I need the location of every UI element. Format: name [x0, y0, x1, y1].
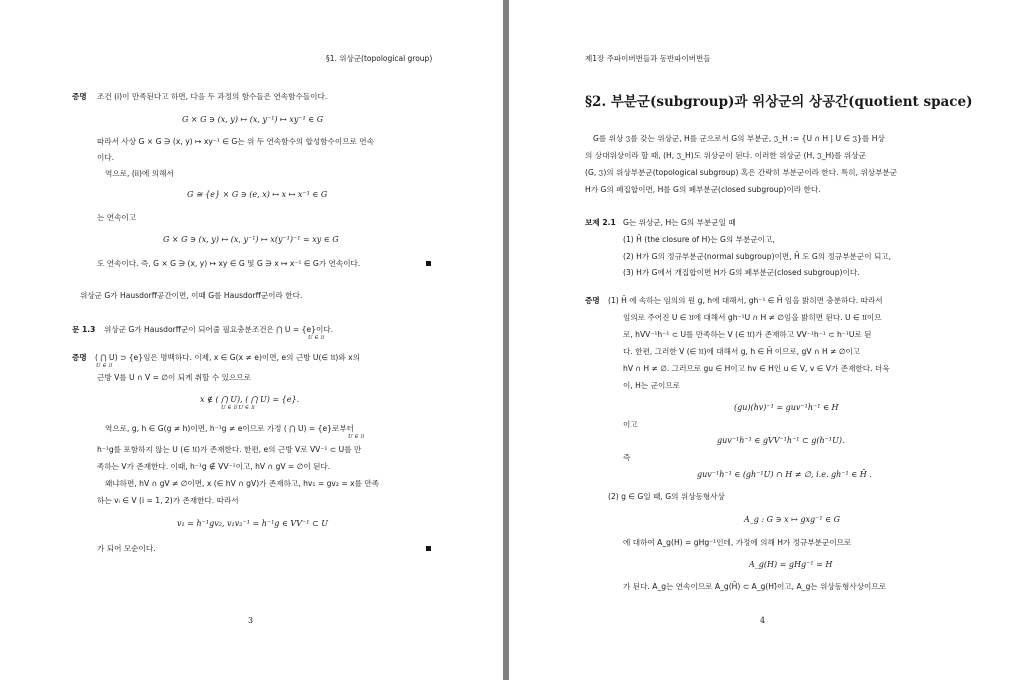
text-line: 도 연속이다. 즉, G × G ∋ (x, y) ↦ xy ∈ G 및 G ∋ x ↦ x⁻¹ ∈ G가 연속이다.: [97, 259, 361, 268]
running-header: 제1장 주파이버번들과 동반파이버번들: [585, 54, 711, 63]
text-line: 임의로 주어진 U ∈ 𝔘에 대해서 gh⁻¹U ∩ H ≠ ∅임을 밝히면 된다. U ∈ 𝔘이므: [623, 313, 882, 322]
proof-label: 증명: [72, 92, 87, 101]
text-line: h⁻¹g를 포함하지 않는 U (∈ 𝔘)가 존재한다. 한편, e의 근방 V로 VV⁻¹ ⊂ U를 만: [97, 445, 362, 454]
text-line: 는 연속이고: [97, 213, 137, 222]
text-line: ( ⋂ U) ⊃ {e}임은 명백하다. 이제, x ∈ G(x ≠ e)이면, e의 근방 U(∈ 𝔘)와 x의: [95, 353, 360, 362]
page-number: 3: [248, 616, 254, 625]
right-page: [509, 0, 1015, 680]
equation: guv⁻¹h⁻¹ ∈ (gh⁻¹U) ∩ H ≠ ∅, i.e. gh⁻¹ ∈ H̄ .: [697, 470, 872, 479]
text-line: 즉: [623, 453, 631, 462]
text-line: 위상군 G가 Hausdorff공간이면, 이때 G를 Hausdorff군이라 한다.: [80, 291, 303, 300]
text-line: 의 상대위상이라 할 때, (H, 𝔍_H)도 위상군이 된다. 이러한 위상군 (H, 𝔍_H)를 위상군: [585, 151, 866, 160]
text-line: hV ∩ H ≠ ∅. 그러므로 gu ∈ H이고 hv ∈ H인 u ∈ V, v ∈ V가 존재한다. 더욱: [623, 364, 890, 373]
text-line: H가 G의 폐집합이면, H를 G의 폐부분군(closed subgroup)이라 한다.: [585, 185, 821, 194]
equation: x ∉ ( ⋂ U), ( ⋂ U) = {e}.: [200, 395, 300, 404]
text-line: 로, hVV⁻¹h⁻¹ ⊂ U를 만족하는 V (∈ 𝔘)가 존재하고 VV⁻¹h⁻¹ ⊂ h⁻¹U로 된: [623, 330, 872, 339]
text-line: (G, 𝔍)의 위상부분군(topological subgroup) 혹은 간략히 부분군이라 한다. 특히, 위상부분군: [585, 168, 898, 177]
qed-mark: [426, 261, 431, 266]
equation: G × G ∋ (x, y) ↦ (x, y⁻¹) ↦ xy⁻¹ ∈ G: [182, 115, 324, 124]
text-line: (1) H̄ 에 속하는 임의의 원 g, h에 대해서, gh⁻¹ ∈ H̄ 임을 밝히면 충분하다. 따라서: [608, 296, 883, 305]
text-line: G는 위상군, H는 G의 부분군일 때: [623, 218, 736, 227]
text-line: 이다.: [97, 153, 115, 162]
text-line: (3) H가 G에서 개집합이면 H가 G의 폐부분군(closed subgroup)이다.: [623, 268, 860, 277]
index-subscript: U ∈ 𝔘: [348, 434, 364, 440]
text-line: 근방 V를 U ∩ V = ∅이 되게 취할 수 있으므로: [97, 373, 251, 382]
section-title: §2. 부분군(subgroup)과 위상군의 상공간(quotient space): [585, 94, 973, 110]
left-page: [0, 0, 503, 680]
equation: A_g(H) = gHg⁻¹ = H: [749, 560, 833, 569]
equation: G ≅ {e} × G ∋ (e, x) ↦ x ↦ x⁻¹ ∈ G: [187, 190, 328, 199]
text-line: 조건 (i)이 만족된다고 하면, 다음 두 과정의 함수들은 연속함수들이다.: [97, 92, 328, 101]
exercise-label: 문 1.3: [72, 325, 96, 334]
text-line: 이, H는 군이므로: [623, 381, 680, 390]
text-line: 가 되어 모순이다.: [97, 544, 156, 553]
text-line: 하는 vᵢ ∈ V (i = 1, 2)가 존재한다. 따라서: [97, 496, 239, 505]
proof-label: 증명: [72, 353, 87, 362]
text-line: 가 된다. A_g는 연속이므로 A_g(H̄) ⊂ A_g(H)̄이고, A_g는 위상동형사상이므로: [623, 582, 887, 591]
text-line: 역으로, g, h ∈ G(g ≠ h)이면, h⁻¹g ≠ e이므로 가정 ( ⋂ U) = {e}로부터: [105, 424, 354, 433]
running-header: §1. 위상군(topological group): [326, 54, 433, 63]
text-line: 역으로, (ii)에 의해서: [105, 169, 174, 178]
text-line: 다. 한편, 그러한 V (∈ 𝔘)에 대해서 g, h ∈ H̄ 이므로, gV ∩ H ≠ ∅이고: [623, 347, 861, 356]
text-line: (1) H̄ (the closure of H)는 G의 부분군이고,: [623, 235, 775, 244]
index-subscript: U ∈ 𝔘: [308, 335, 324, 341]
qed-mark: [426, 546, 431, 551]
text-line: 족하는 V가 존재한다. 이때, h⁻¹g ∉ VV⁻¹이고, hV ∩ gV = ∅이 된다.: [97, 462, 331, 471]
text-line: (2) g ∈ G일 때, G의 위상동형사상: [608, 492, 725, 501]
text-line: (2) H가 G의 정규부분군(normal subgroup)이면, H̄ 도 G의 정규부분군이 되고,: [623, 252, 892, 261]
text-line: 왜냐하면, hV ∩ gV ≠ ∅이면, x (∈ hV ∩ gV)가 존재하고, hv₁ = gv₂ = x를 만족: [105, 479, 380, 488]
equation: v₁ = h⁻¹gv₂, v₁v₂⁻¹ = h⁻¹g ∈ VV⁻¹ ⊂ U: [177, 519, 328, 528]
lemma-label: 보제 2.1: [585, 218, 616, 227]
text-line: G를 위상 𝔍를 갖는 위상군, H를 군으로서 G의 부분군, 𝔍_H := {U ∩ H | U ∈ 𝔍}를 H상: [593, 134, 885, 143]
text-line: 따라서 사상 G × G ∋ (x, y) ↦ xy⁻¹ ∈ G는 위 두 연속함수의 합성함수이므로 연속: [97, 137, 374, 146]
equation: A_g : G ∋ x ↦ gxg⁻¹ ∈ G: [744, 515, 840, 524]
index-subscript: U ∈ 𝔘 U ∈ 𝔘: [221, 405, 255, 411]
proof-label: 증명: [585, 296, 600, 305]
text-line: 에 대하여 A_g(H) = gHg⁻¹인데, 가정에 의해 H가 정규부분군이므로: [623, 538, 852, 547]
page-number: 4: [760, 616, 766, 625]
equation: G × G ∋ (x, y) ↦ (x, y⁻¹) ↦ x(y⁻¹)⁻¹ = xy ∈ G: [163, 235, 339, 244]
equation: guv⁻¹h⁻¹ ∈ gVV⁻¹h⁻¹ ⊂ g(h⁻¹U).: [717, 436, 845, 445]
text-line: 이고: [623, 420, 638, 429]
text-line: 위상군 G가 Hausdorff군이 되어줄 필요충분조건은 ⋂ U = {e}이다.: [104, 325, 334, 334]
index-subscript: U ∈ 𝔘: [96, 363, 112, 369]
equation: (gu)(hv)⁻¹ = guv⁻¹h⁻¹ ∈ H: [734, 403, 839, 412]
